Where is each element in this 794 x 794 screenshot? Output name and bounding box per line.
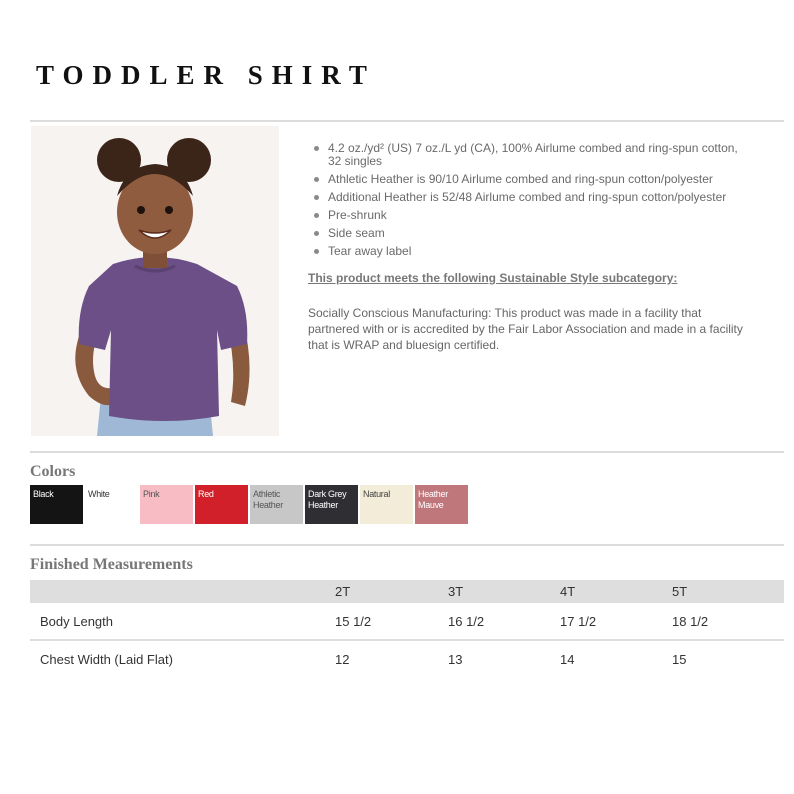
feature-item: 4.2 oz./yd² (US) 7 oz./L yd (CA), 100% Airlume combed and ring-spun cotton, 32 singles (308, 142, 748, 168)
bullet-icon (314, 177, 319, 182)
swatch-athletic-heather[interactable]: Athletic Heather (250, 485, 303, 524)
colors-divider (30, 544, 784, 546)
size-header-3t: 3T (448, 580, 560, 603)
table-header-row (30, 580, 784, 603)
table-cell: 16 1/2 (448, 603, 560, 640)
sustainable-heading: This product meets the following Sustainable Style subcategory: (308, 271, 678, 285)
page-title: TODDLER SHIRT (36, 60, 376, 90)
swatch-natural[interactable]: Natural (360, 485, 413, 524)
table-row (30, 640, 784, 677)
bullet-icon (314, 195, 319, 200)
swatch-pink[interactable]: Pink (140, 485, 193, 524)
swatch-black[interactable]: Black (30, 485, 83, 524)
table-cell: 18 1/2 (672, 603, 784, 640)
table-cell: 15 (672, 651, 687, 667)
row-label: Chest Width (Laid Flat) (40, 651, 173, 667)
table-cell: 13 (448, 651, 463, 667)
bullet-icon (314, 231, 319, 236)
bullet-icon (314, 249, 319, 254)
feature-item: Side seam (308, 227, 748, 240)
table-cell: 14 (560, 651, 575, 667)
product-photo (31, 126, 279, 436)
feature-item: Additional Heather is 52/48 Airlume combed and ring-spun cotton/polyester (308, 191, 748, 204)
size-header-5t: 5T (672, 580, 784, 603)
row-label: Body Length (30, 603, 335, 640)
table-cell: 17 1/2 (560, 603, 672, 640)
title-divider (30, 120, 784, 122)
swatch-white[interactable]: White (85, 485, 138, 524)
size-header-4t: 4T (560, 580, 672, 603)
feature-list (308, 142, 748, 258)
measurements-table (30, 580, 784, 677)
photo-divider (30, 451, 784, 453)
swatch-red[interactable]: Red (195, 485, 248, 524)
product-description (308, 142, 748, 353)
table-row (30, 603, 784, 640)
feature-item: Tear away label (308, 245, 748, 258)
feature-item: Athletic Heather is 90/10 Airlume combed and ring-spun cotton/polyester (308, 173, 748, 186)
table-cell: 12 (335, 651, 350, 667)
bullet-icon (314, 213, 319, 218)
measurements-heading: Finished Measurements (30, 556, 193, 573)
swatch-dark-grey-heather[interactable]: Dark Grey Heather (305, 485, 358, 524)
size-header-2t: 2T (335, 580, 448, 603)
color-swatches (30, 485, 468, 524)
table-cell: 15 1/2 (335, 603, 448, 640)
sustainable-body: Socially Conscious Manufacturing: This product was made in a facility that partnered with or is accredited by the Fair Labor Association and made in a facility that is WRAP and bluesign certified. (308, 306, 743, 352)
colors-heading: Colors (30, 463, 76, 480)
toddler-photo-illustration (31, 126, 279, 436)
swatch-heather-mauve[interactable]: Heather Mauve (415, 485, 468, 524)
table-header-blank (30, 580, 335, 603)
feature-item: Pre-shrunk (308, 209, 748, 222)
bullet-icon (314, 146, 319, 151)
